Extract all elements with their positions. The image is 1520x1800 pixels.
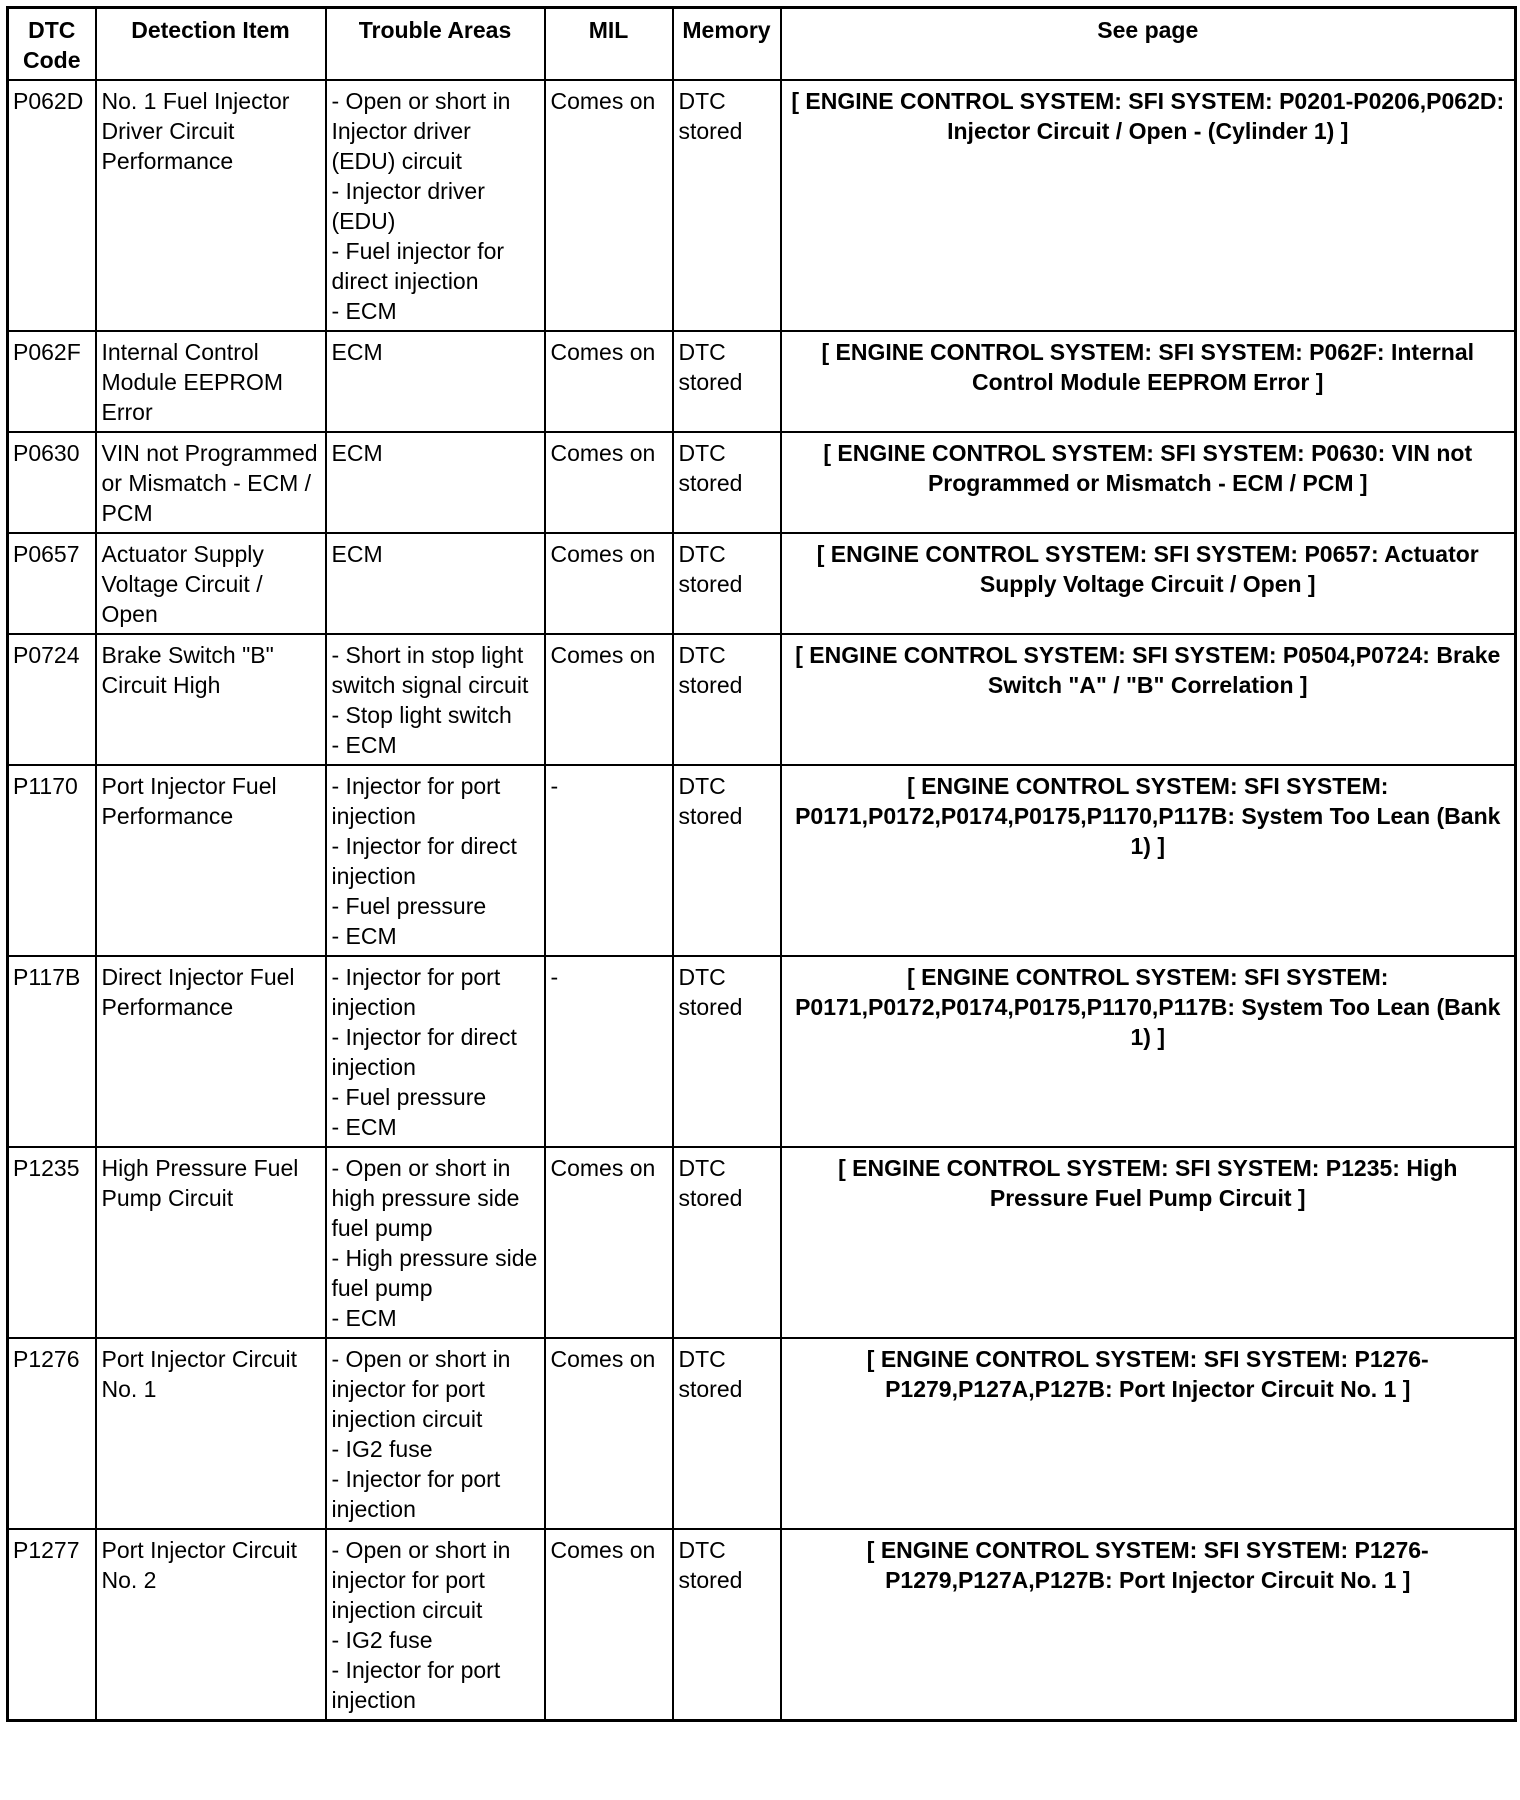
- trouble-areas-cell: [326, 331, 545, 432]
- mil-cell: -: [545, 765, 673, 956]
- see-page-link[interactable]: [ ENGINE CONTROL SYSTEM: SFI SYSTEM: P062F: Internal Control Module EEPROM Error ]: [781, 331, 1516, 432]
- mil-cell: -: [545, 956, 673, 1147]
- detection-item-cell: Port Injector Fuel Performance: [96, 765, 326, 956]
- trouble-area-line: - Open or short in injector for port injection circuit: [331, 1346, 511, 1432]
- table-row: [8, 1147, 1516, 1338]
- dtc-code-cell: P1277: [8, 1529, 96, 1721]
- see-page-link[interactable]: [ ENGINE CONTROL SYSTEM: SFI SYSTEM: P0630: VIN not Programmed or Mismatch - ECM / PCM ]: [781, 432, 1516, 533]
- dtc-code-cell: P1276: [8, 1338, 96, 1529]
- detection-item-cell: Direct Injector Fuel Performance: [96, 956, 326, 1147]
- dtc-code-cell: P1235: [8, 1147, 96, 1338]
- see-page-link[interactable]: [ ENGINE CONTROL SYSTEM: SFI SYSTEM: P1276-P1279,P127A,P127B: Port Injector Circuit No. 1 ]: [781, 1529, 1516, 1721]
- see-page-link[interactable]: [ ENGINE CONTROL SYSTEM: SFI SYSTEM: P0657: Actuator Supply Voltage Circuit / Open ]: [781, 533, 1516, 634]
- trouble-areas-cell: [326, 1529, 545, 1721]
- trouble-areas-cell: [326, 533, 545, 634]
- table-row: [8, 765, 1516, 956]
- detection-item-cell: Port Injector Circuit No. 2: [96, 1529, 326, 1721]
- dtc-table: [6, 6, 1517, 1722]
- table-row: [8, 1529, 1516, 1721]
- header-see-page: See page: [781, 8, 1516, 81]
- dtc-table-container: [6, 6, 1517, 1722]
- dtc-code-cell: P062D: [8, 80, 96, 331]
- trouble-area-line: ECM: [331, 541, 383, 567]
- memory-cell: DTC stored: [673, 956, 781, 1147]
- trouble-area-line: - IG2 fuse: [331, 1436, 433, 1462]
- header-trouble-areas: Trouble Areas: [326, 8, 545, 81]
- trouble-area-line: - Injector for port injection: [331, 773, 501, 829]
- trouble-area-line: - Injector for direct injection: [331, 1024, 517, 1080]
- trouble-area-line: ECM: [331, 339, 383, 365]
- trouble-area-line: - ECM: [331, 1305, 397, 1331]
- detection-item-cell: High Pressure Fuel Pump Circuit: [96, 1147, 326, 1338]
- header-detection-item: Detection Item: [96, 8, 326, 81]
- trouble-area-line: - ECM: [331, 298, 397, 324]
- trouble-area-line: - Open or short in injector for port injection circuit: [331, 1537, 511, 1623]
- detection-item-cell: Port Injector Circuit No. 1: [96, 1338, 326, 1529]
- trouble-area-line: - ECM: [331, 732, 397, 758]
- trouble-area-line: ECM: [331, 440, 383, 466]
- trouble-area-line: - ECM: [331, 923, 397, 949]
- memory-cell: DTC stored: [673, 533, 781, 634]
- header-memory: Memory: [673, 8, 781, 81]
- dtc-code-cell: P0724: [8, 634, 96, 765]
- dtc-code-cell: P117B: [8, 956, 96, 1147]
- trouble-area-line: - Injector for port injection: [331, 1657, 501, 1713]
- memory-cell: DTC stored: [673, 1529, 781, 1721]
- detection-item-cell: Internal Control Module EEPROM Error: [96, 331, 326, 432]
- trouble-areas-cell: [326, 80, 545, 331]
- detection-item-cell: No. 1 Fuel Injector Driver Circuit Performance: [96, 80, 326, 331]
- table-row: [8, 533, 1516, 634]
- trouble-area-line: - Fuel pressure: [331, 893, 487, 919]
- trouble-area-line: - Injector for direct injection: [331, 833, 517, 889]
- trouble-area-line: - Open or short in Injector driver (EDU) circuit: [331, 88, 511, 174]
- mil-cell: Comes on: [545, 1529, 673, 1721]
- trouble-area-line: - Fuel pressure: [331, 1084, 487, 1110]
- dtc-code-cell: P1170: [8, 765, 96, 956]
- memory-cell: DTC stored: [673, 1147, 781, 1338]
- memory-cell: DTC stored: [673, 432, 781, 533]
- table-row: [8, 1338, 1516, 1529]
- detection-item-cell: Brake Switch "B" Circuit High: [96, 634, 326, 765]
- trouble-areas-cell: [326, 432, 545, 533]
- memory-cell: DTC stored: [673, 765, 781, 956]
- table-row: [8, 956, 1516, 1147]
- mil-cell: Comes on: [545, 331, 673, 432]
- see-page-link[interactable]: [ ENGINE CONTROL SYSTEM: SFI SYSTEM: P0201-P0206,P062D: Injector Circuit / Open - (Cylinder 1) ]: [781, 80, 1516, 331]
- trouble-areas-cell: [326, 1147, 545, 1338]
- header-dtc-code: DTC Code: [8, 8, 96, 81]
- trouble-area-line: - Injector for port injection: [331, 964, 501, 1020]
- trouble-area-line: - Open or short in high pressure side fuel pump: [331, 1155, 520, 1241]
- trouble-areas-cell: [326, 765, 545, 956]
- trouble-area-line: - Injector driver (EDU): [331, 178, 485, 234]
- trouble-area-line: - High pressure side fuel pump: [331, 1245, 538, 1301]
- see-page-link[interactable]: [ ENGINE CONTROL SYSTEM: SFI SYSTEM: P0504,P0724: Brake Switch "A" / "B" Correlation ]: [781, 634, 1516, 765]
- trouble-areas-cell: [326, 1338, 545, 1529]
- dtc-code-cell: P0657: [8, 533, 96, 634]
- trouble-area-line: - Stop light switch: [331, 702, 512, 728]
- header-mil: MIL: [545, 8, 673, 81]
- memory-cell: DTC stored: [673, 634, 781, 765]
- trouble-areas-cell: [326, 956, 545, 1147]
- mil-cell: Comes on: [545, 80, 673, 331]
- trouble-area-line: - Injector for port injection: [331, 1466, 501, 1522]
- table-row: [8, 432, 1516, 533]
- memory-cell: DTC stored: [673, 1338, 781, 1529]
- detection-item-cell: VIN not Programmed or Mismatch - ECM / PCM: [96, 432, 326, 533]
- see-page-link[interactable]: [ ENGINE CONTROL SYSTEM: SFI SYSTEM: P0171,P0172,P0174,P0175,P1170,P117B: System Too Lean (Bank 1) ]: [781, 956, 1516, 1147]
- dtc-table-body: [8, 80, 1516, 1721]
- trouble-areas-cell: [326, 634, 545, 765]
- memory-cell: DTC stored: [673, 80, 781, 331]
- detection-item-cell: Actuator Supply Voltage Circuit / Open: [96, 533, 326, 634]
- dtc-code-cell: P062F: [8, 331, 96, 432]
- trouble-area-line: - Fuel injector for direct injection: [331, 238, 505, 294]
- trouble-area-line: - IG2 fuse: [331, 1627, 433, 1653]
- see-page-link[interactable]: [ ENGINE CONTROL SYSTEM: SFI SYSTEM: P1276-P1279,P127A,P127B: Port Injector Circuit No. 1 ]: [781, 1338, 1516, 1529]
- table-row: [8, 634, 1516, 765]
- trouble-area-line: - Short in stop light switch signal circuit: [331, 642, 529, 698]
- table-row: [8, 331, 1516, 432]
- mil-cell: Comes on: [545, 533, 673, 634]
- trouble-area-line: - ECM: [331, 1114, 397, 1140]
- memory-cell: DTC stored: [673, 331, 781, 432]
- table-row: [8, 80, 1516, 331]
- mil-cell: Comes on: [545, 634, 673, 765]
- mil-cell: Comes on: [545, 432, 673, 533]
- see-page-link[interactable]: [ ENGINE CONTROL SYSTEM: SFI SYSTEM: P1235: High Pressure Fuel Pump Circuit ]: [781, 1147, 1516, 1338]
- dtc-code-cell: P0630: [8, 432, 96, 533]
- mil-cell: Comes on: [545, 1147, 673, 1338]
- table-header-row: [8, 8, 1516, 81]
- mil-cell: Comes on: [545, 1338, 673, 1529]
- see-page-link[interactable]: [ ENGINE CONTROL SYSTEM: SFI SYSTEM: P0171,P0172,P0174,P0175,P1170,P117B: System Too Lean (Bank 1) ]: [781, 765, 1516, 956]
